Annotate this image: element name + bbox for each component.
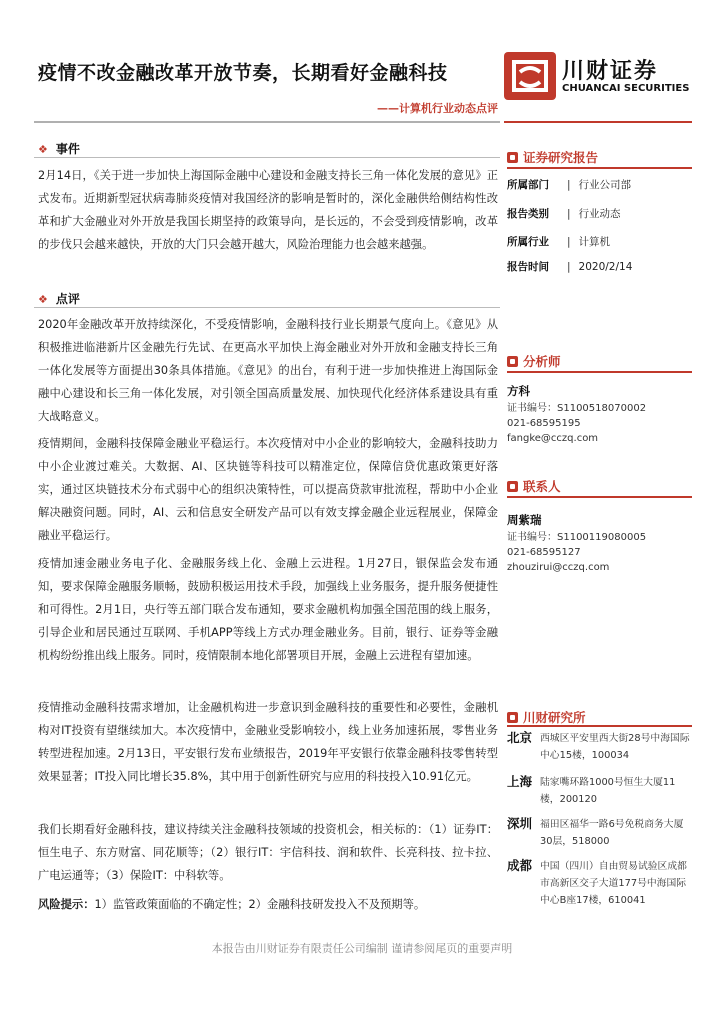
address-beijing: 西城区平安里西大街28号中海国际中心15楼，100034	[540, 733, 690, 761]
diamond-icon: ❖	[38, 143, 48, 156]
analyst-icon	[507, 356, 518, 367]
risk-label: 风险提示：	[38, 898, 95, 911]
city-shanghai: 上海	[507, 774, 533, 789]
comment-paragraph-3: 疫情加速金融业务电子化、金融服务线上化、金融上云进程。1月27日，银保监会发布通知，要求保障金融服务顺畅，鼓励积极运用技术手段，加强线上业务服务，提升服务便捷性和可得性。2月1日，央行等五部门联合发布通知，要求金融机构加强全国范围的线上服务，引导企业和居民通过互联网、手机APP等线上方式办理金融业务。目前，银行、证券等金融机构纷纷推出线上服务。同时，疫情限制本地化部署项目开展，金融上云进程有望加速。	[38, 557, 498, 662]
city-shenzhen: 深圳	[507, 816, 533, 831]
report-heading: 证券研究报告	[507, 148, 598, 166]
analyst-email[interactable]: fangke@cczq.com	[507, 433, 599, 444]
comment-paragraph-5: 我们长期看好金融科技，建议持续关注金融科技领域的投资机会，相关标的：（1）证券IT：恒生电子、东方财富、同花顺等；（2）银行IT：宇信科技、润和软件、长亮科技、拉卡拉、广电运通等；（3）保险IT：中科软等。	[38, 823, 498, 882]
risk-text: 1）监管政策面临的不确定性；2）金融科技研发投入不及预期等。	[94, 898, 426, 911]
report-row-date: 报告时间 | 2020/2/14	[507, 261, 633, 273]
comment-paragraph-1: 2020年金融改革开放持续深化，不受疫情影响，金融科技行业长期景气度向上。《意见》从积极推进临港新片区金融先行先试、在更高水平加快上海金融业对外开放和金融支持长三角一体化发展等方面提出30条具体措施。《意见》的出台，有利于进一步加快推进上海国际金融中心建设和长三角一体化发展，对引领全国高质量发展、加快现代化经济体系建设具有重大战略意义。	[38, 318, 498, 423]
header-divider-accent	[504, 121, 692, 123]
contact-name: 周紫瑞	[507, 513, 542, 527]
diamond-icon: ❖	[38, 293, 48, 306]
address-shanghai: 陆家嘴环路1000号恒生大厦11楼，200120	[540, 777, 676, 805]
comment-paragraph-2: 疫情期间，金融科技保障金融业平稳运行。本次疫情对中小企业的影响较大，金融科技助力中小企业渡过难关。大数据、AI、区块链等科技可以精准定位，保障信贷优惠政策更好落实，通过区块链技术分布式弱中心的组织决策特性，可以提高贷款审批流程，帮助中小企业解决融资问题。同时，AI、云和信息安全研发产品可以有效支撑金融企业远程展业，保障金融业平稳运行。	[38, 437, 498, 542]
page-title: 疫情不改金融改革开放节奏，长期看好金融科技	[38, 62, 448, 84]
event-heading: ❖ 事件	[38, 142, 80, 156]
contact-icon	[507, 481, 518, 492]
institute-icon	[507, 712, 518, 723]
city-chengdu: 成都	[507, 858, 533, 873]
logo-text-cn: 川财证券	[562, 59, 659, 84]
comment-paragraph-4: 疫情推动金融科技需求增加，让金融机构进一步意识到金融科技的重要性和必要性，金融机构对IT投资有望继续加大。本次疫情中，金融业受影响较小，线上业务加速拓展，零售业务转型进程加速。2月13日，平安银行发布业绩报告，2019年平安银行依靠金融科技零售转型效果显著；IT投入同比增长35.8%，其中用于创新性研究与应用的科技投入10.91亿元。	[38, 701, 498, 783]
address-chengdu: 中国（四川）自由贸易试验区成都市高新区交子大道177号中海国际中心B座17楼，610041	[540, 861, 687, 906]
institute-divider	[507, 725, 692, 727]
event-text: 2月14日，《关于进一步加快上海国际金融中心建设和金融支持长三角一体化发展的意见》正式发布。近期新型冠状病毒肺炎疫情对我国经济的影响是暂时的，深化金融供给侧结构性改革和扩大金融业对外开放是我国长期坚持的政策导向，是长远的，不会受到疫情影响，改革的步伐只会越来越快，开放的大门只会越开越大，风险治理能力也会越来越强。	[38, 169, 498, 251]
contact-divider	[507, 496, 692, 498]
contact-email[interactable]: zhouzirui@cczq.com	[507, 562, 610, 573]
page-subtitle: ——计算机行业动态点评	[377, 102, 498, 115]
analyst-phone: 021-68595195	[507, 418, 581, 429]
comment-divider	[34, 307, 500, 308]
contact-cert: 证书编号：S1100119080005	[507, 532, 647, 543]
analyst-name: 方科	[507, 384, 530, 398]
institute-heading: 川财研究所	[507, 708, 586, 726]
report-row-industry: 所属行业 | 计算机	[507, 236, 611, 248]
contact-phone: 021-68595127	[507, 547, 581, 558]
contact-heading: 联系人	[507, 477, 561, 495]
report-icon	[507, 152, 518, 163]
report-divider	[507, 167, 692, 169]
company-logo	[504, 52, 704, 102]
city-beijing: 北京	[507, 730, 533, 745]
page-footer: 本报告由川财证券有限责任公司编制 谨请参阅尾页的重要声明	[211, 942, 513, 955]
address-shenzhen: 福田区福华一路6号免税商务大厦30层，518000	[540, 819, 684, 847]
report-row-department: 所属部门 | 行业公司部	[507, 179, 632, 191]
report-row-category: 报告类别 | 行业动态	[507, 208, 621, 220]
analyst-divider	[507, 371, 692, 373]
event-divider	[34, 157, 500, 158]
analyst-cert: 证书编号：S1100518070002	[507, 403, 647, 414]
analyst-heading: 分析师	[507, 352, 561, 370]
header-divider	[34, 121, 500, 123]
logo-mark-icon	[504, 52, 556, 100]
comment-heading: ❖ 点评	[38, 292, 80, 306]
logo-text-en: CHUANCAI SECURITIES	[562, 83, 690, 94]
risk-warning	[38, 893, 498, 916]
